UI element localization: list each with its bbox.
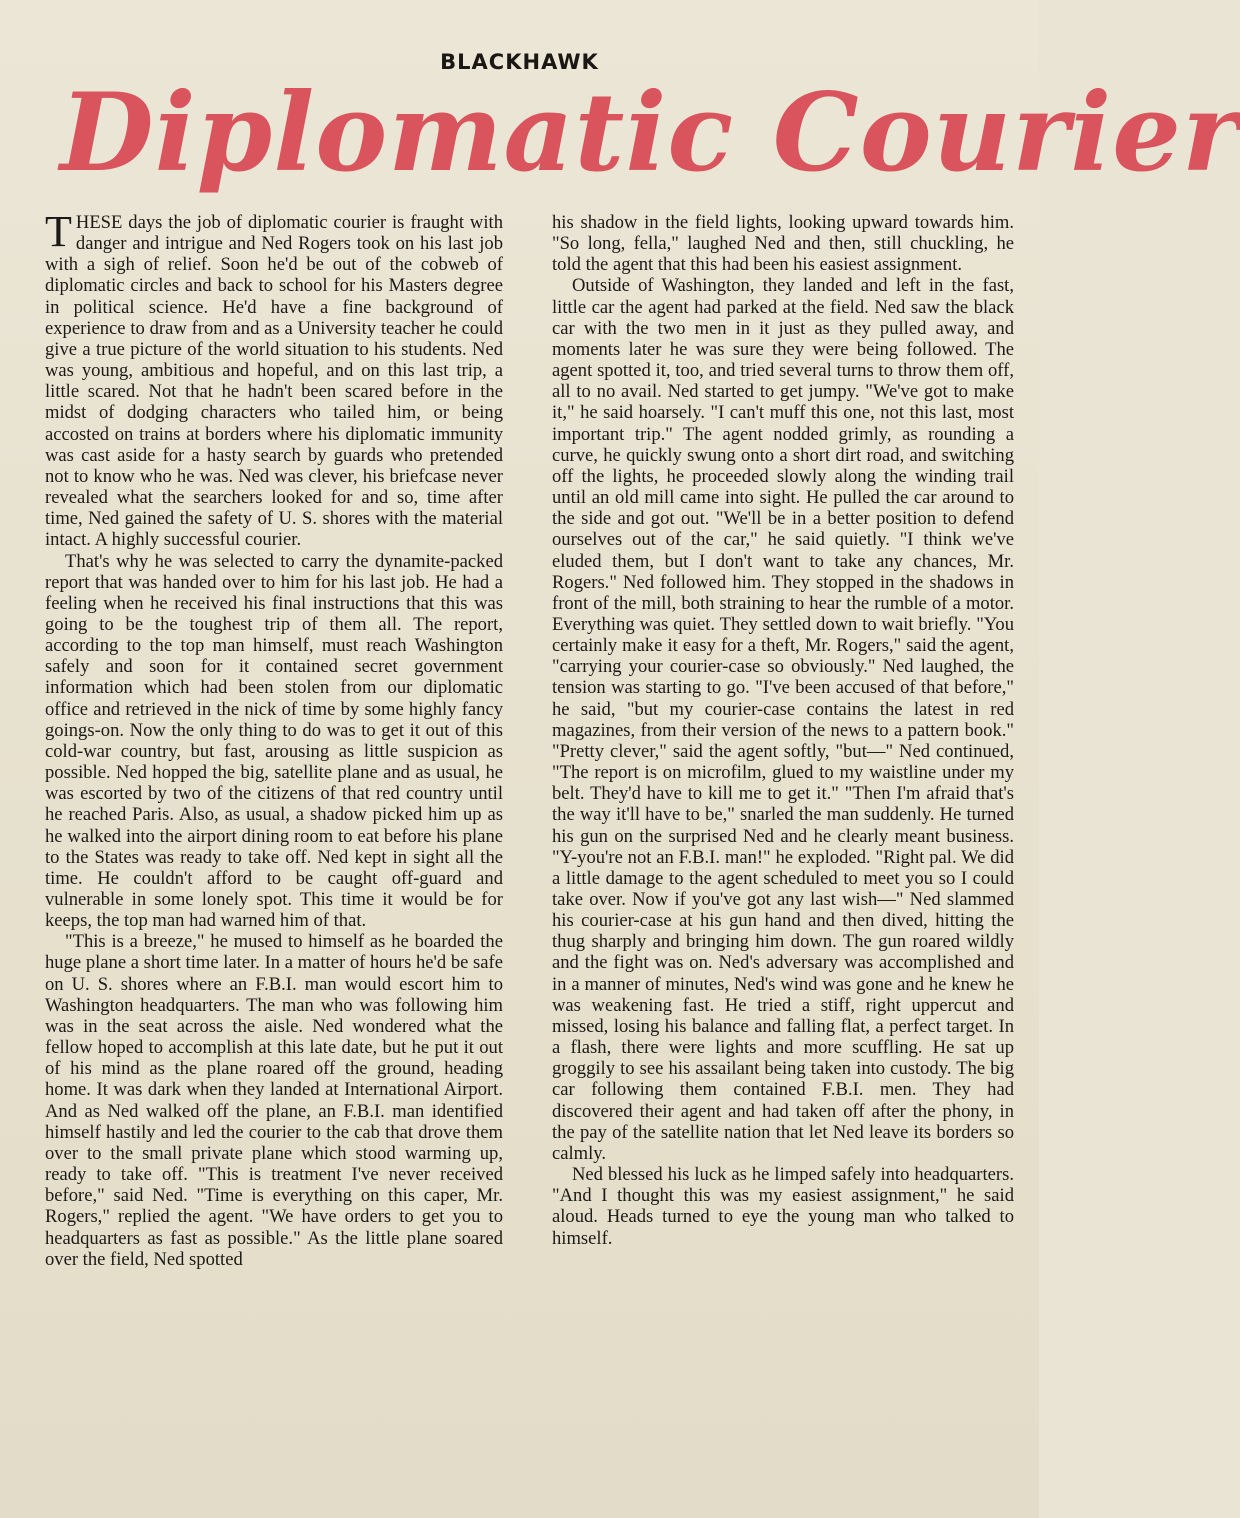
story-title: Diplomatic Courier — [60, 70, 1240, 196]
paragraph: That's why he was selected to carry the dynamite-packed report that was handed over to him for his last job. He had a feeling when he received his final instructions that this was going to be the toughest trip of them all. The report, according to the top man himself, must reach Washington safely and soon for it contained secret government information which had been stolen from our diplomatic office and retrieved in the nick of time by some highly fancy goings-on. Now the only thing to do was to get it out of this cold-war country, but fast, arousing as little suspicion as possible. Ned hopped the big, satellite plane and as usual, he was escorted by two of the citizens of that red country until he reached Paris. Also, as usual, a shadow picked him up as he walked into the airport dining room to eat before his plane to the States was ready to take off. Ned kept in sight all the time. He couldn't afford to be caught off-guard and vulnerable in some lonely spot. This time it would be for keeps, the top man had warned him of that. — [45, 550, 503, 932]
running-head: BLACKHAWK — [440, 50, 599, 74]
paragraph-text: HESE days the job of diplomatic courier is fraught with danger and intrigue and Ned Rogers took on his last job with a sigh of relief. Soon he'd be out of the cobweb of diplomatic circles and back to school for his Masters degree in political science. He'd have a fine background of experience to draw from and as a University teacher he could give a true picture of the world situation to his students. Ned was young, ambitious and hopeful, and on this last trip, a little scared. Not that he hadn't been scared before in the midst of dodging characters who tailed him, or being accosted on trains at borders where his diplomatic immunity was cast aside for a hasty search by guards who pretended not to know who he was. Ned was clever, his briefcase never revealed what the searchers looked for and so, time after time, Ned gained the safety of U. S. shores with the material intact. A highly successful courier. — [45, 212, 503, 551]
text-column-left — [45, 207, 503, 1270]
paragraph: Ned blessed his luck as he limped safely into headquarters. "And I thought this was my easiest assignment," he said aloud. Heads turned to eye the young man who talked to himself. — [552, 1164, 1014, 1249]
text-column-right — [552, 212, 1014, 1249]
drop-cap: T — [45, 207, 72, 256]
paragraph: his shadow in the field lights, looking upward towards him. "So long, fella," laughed Ned and then, still chuckling, he told the agent that this had been his easiest assignment. — [552, 212, 1014, 276]
paragraph: "This is a breeze," he mused to himself as he boarded the huge plane a short time later. In a matter of hours he'd be safe on U. S. shores where an F.B.I. man would escort him to Washington headquarters. The man who was following him was in the seat across the aisle. Ned wondered what the fellow hoped to accomplish at this late date, but he put it out of his mind as the plane roared off the ground, heading home. It was dark when they landed at International Airport. And as Ned walked off the plane, an F.B.I. man identified himself hastily and led the courier to the cab that drove them over to the small private plane which stood warming up, ready to take off. "This is treatment I've never received before," said Ned. "Time is everything on this caper, Mr. Rogers," replied the agent. "We have orders to get you to headquarters as fast as possible." As the little plane soared over the field, Ned spotted — [45, 931, 503, 1270]
paragraph — [45, 207, 503, 551]
paragraph: Outside of Washington, they landed and left in the fast, little car the agent had parked at the field. Ned saw the black car with the two men in it just as they pulled away, and moments later he was sure they were being followed. The agent spotted it, too, and tried several turns to throw them off, all to no avail. Ned started to get jumpy. "We've got to make it," he said hoarsely. "I can't muff this one, not this last, most important trip." The agent nodded grimly, as rounding a curve, he quickly swung onto a short dirt road, and switching off the lights, he proceeded slowly along the winding trail until an old mill came into sight. He pulled the car around to the side and got out. "We'll be in a better position to defend ourselves out of the car," he said quietly. "I think we've eluded them, but I don't want to take any chances, Mr. Rogers." Ned followed him. They stopped in the shadows in front of the mill, both straining to hear the rumble of a motor. Everything was quiet. They settled down to wait briefly. "You certainly make it easy for a theft, Mr. Rogers," said the agent, "carrying your courier-case so obviously." Ned laughed, the tension was starting to go. "I've been accused of that before," he said, "but my courier-case contains the latest in red magazines, from their version of the news to a pattern book." "Pretty clever," said the agent softly, "but—" Ned continued, "The report is on microfilm, glued to my waistline under my belt. They'd have to kill me to get it." "Then I'm afraid that's the way it'll have to be," snarled the man suddenly. He turned his gun on the surprised Ned and he clearly meant business. "Y-you're not an F.B.I. man!" he exploded. "Right pal. We did a little damage to the agent scheduled to meet you so I could take over. Now if you've got any last wish—" Ned slammed his courier-case at his gun hand and then dived, hitting the thug sharply and bringing him down. The gun roared wildly and the fight was on. Ned's adversary was accomplished and in a manner of minutes, Ned's wind was gone and he knew he was weakening fast. He tried a stiff, right uppercut and missed, losing his balance and falling flat, a perfect target. In a flash, there were lights and more scuffling. He sat up groggily to see his assailant being taken into custody. The big car following them contained F.B.I. men. They had discovered their agent and had taken off after the phony, in the pay of the satellite nation that let Ned leave its borders so calmly. — [552, 275, 1014, 1164]
